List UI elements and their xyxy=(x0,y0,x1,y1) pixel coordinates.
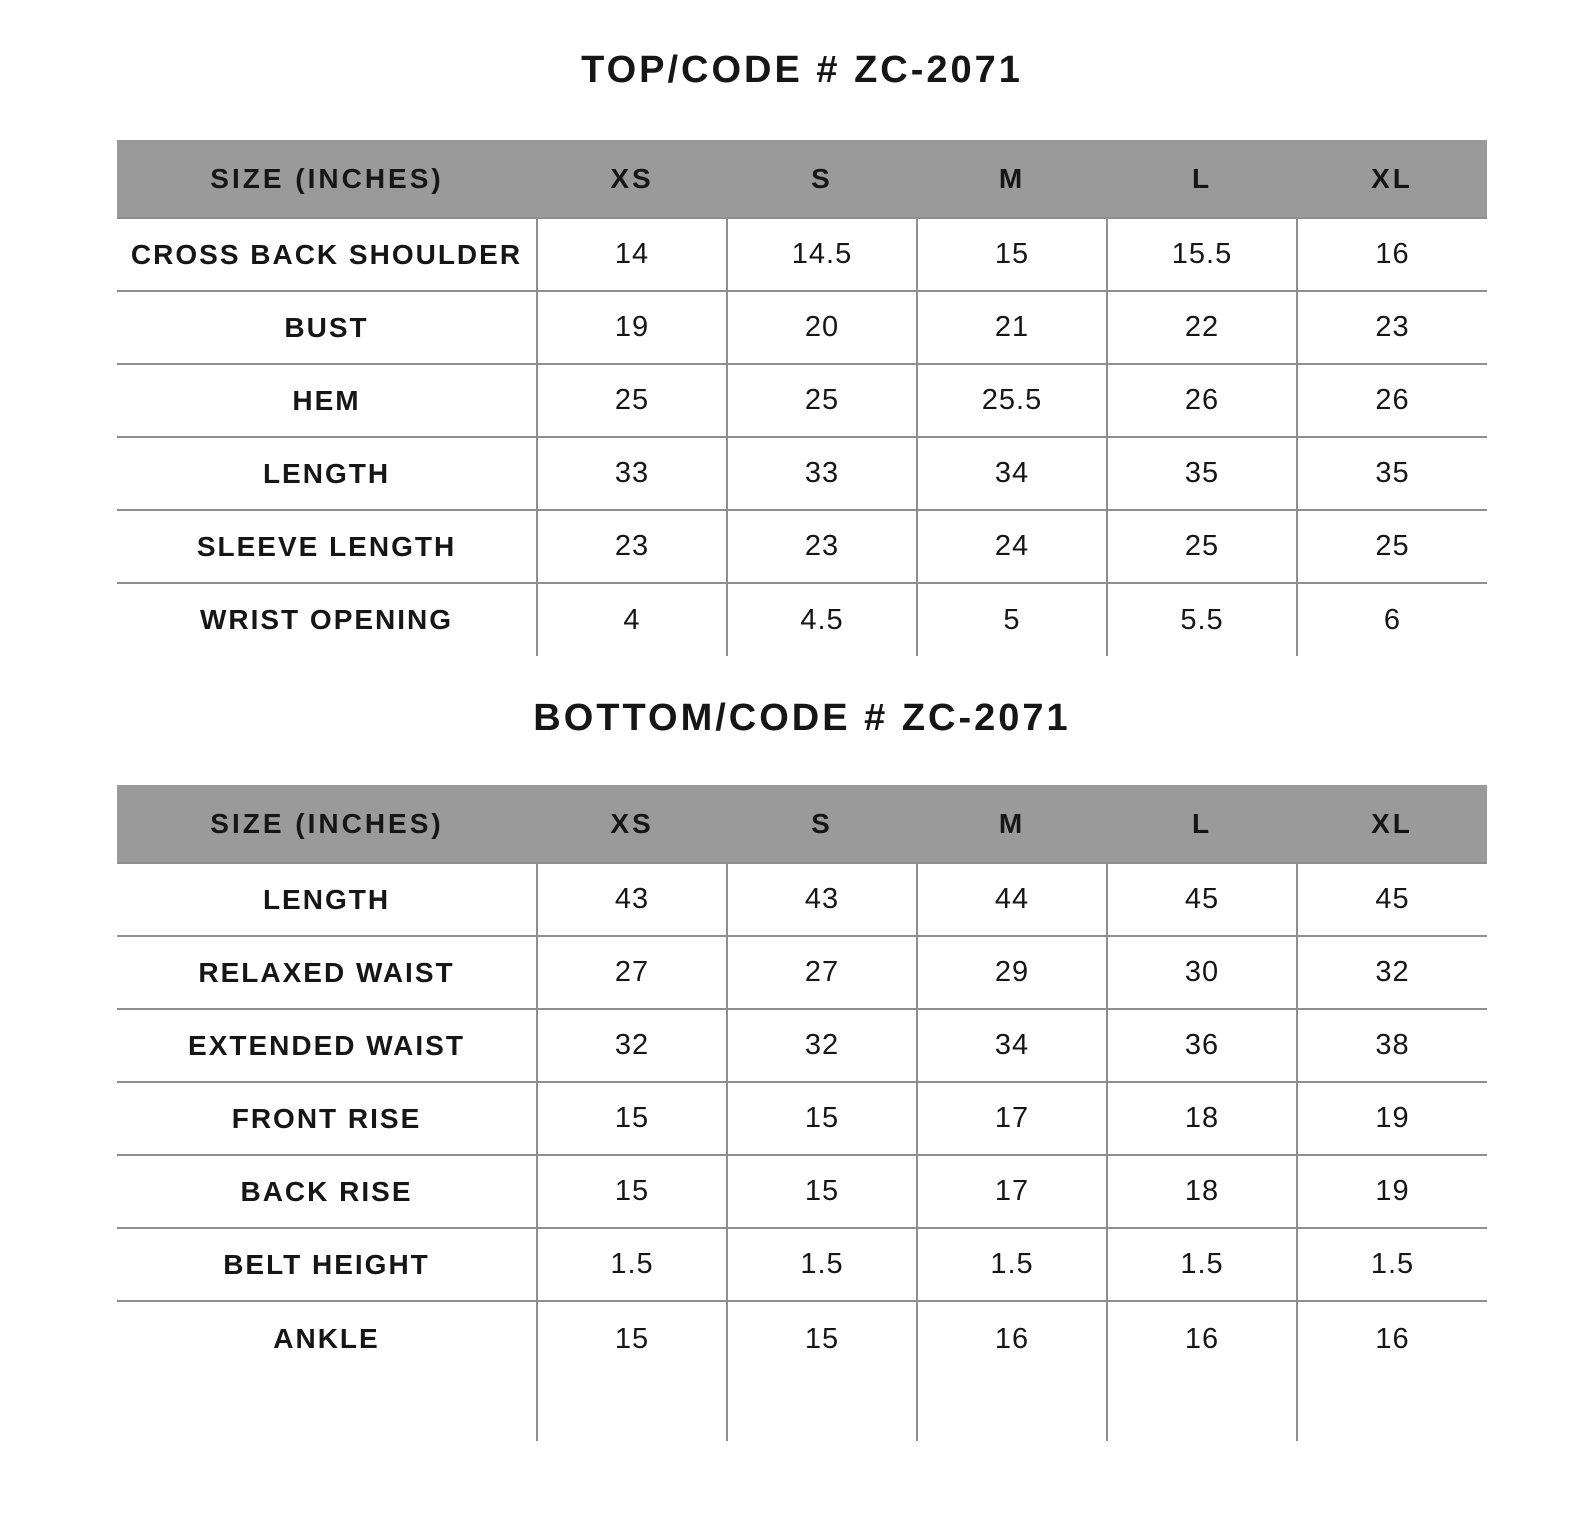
bottom-table-header-row xyxy=(117,785,1487,863)
header-m: M xyxy=(917,785,1107,863)
cell-value: 16 xyxy=(917,1301,1107,1441)
cell-value: 32 xyxy=(537,1009,727,1082)
header-l: L xyxy=(1107,140,1297,218)
header-xl: XL xyxy=(1297,140,1487,218)
table-row xyxy=(117,863,1487,936)
cell-value: 4 xyxy=(537,583,727,656)
cell-value: 34 xyxy=(917,437,1107,510)
table-row xyxy=(117,291,1487,364)
row-label: ANKLE xyxy=(117,1301,537,1441)
header-s: S xyxy=(727,785,917,863)
cell-value: 32 xyxy=(1297,936,1487,1009)
cell-value: 15 xyxy=(727,1301,917,1441)
header-s: S xyxy=(727,140,917,218)
table-row xyxy=(117,936,1487,1009)
table-row xyxy=(117,1155,1487,1228)
cell-value: 14 xyxy=(537,218,727,291)
header-size-inches: SIZE (INCHES) xyxy=(117,140,537,218)
row-label: BUST xyxy=(117,291,537,364)
cell-value: 26 xyxy=(1107,364,1297,437)
table-row xyxy=(117,583,1487,656)
top-chart-title: TOP/CODE # ZC-2071 xyxy=(581,49,1023,91)
cell-value: 25 xyxy=(1107,510,1297,583)
cell-value: 43 xyxy=(727,863,917,936)
cell-value: 19 xyxy=(1297,1082,1487,1155)
cell-value: 15 xyxy=(727,1082,917,1155)
header-xs: XS xyxy=(537,140,727,218)
table-row xyxy=(117,1082,1487,1155)
cell-value: 35 xyxy=(1107,437,1297,510)
cell-value: 38 xyxy=(1297,1009,1487,1082)
cell-value: 4.5 xyxy=(727,583,917,656)
cell-value: 15 xyxy=(537,1082,727,1155)
cell-value: 45 xyxy=(1297,863,1487,936)
bottom-chart-title: BOTTOM/CODE # ZC-2071 xyxy=(533,697,1071,739)
cell-value: 6 xyxy=(1297,583,1487,656)
table-row xyxy=(117,1301,1487,1441)
bottom-size-chart-section xyxy=(117,692,1487,1441)
row-label: BACK RISE xyxy=(117,1155,537,1228)
cell-value: 15.5 xyxy=(1107,218,1297,291)
row-label: LENGTH xyxy=(117,863,537,936)
cell-value: 36 xyxy=(1107,1009,1297,1082)
header-l: L xyxy=(1107,785,1297,863)
cell-value: 16 xyxy=(1297,218,1487,291)
table-row xyxy=(117,1228,1487,1301)
cell-value: 16 xyxy=(1107,1301,1297,1441)
cell-value: 29 xyxy=(917,936,1107,1009)
cell-value: 20 xyxy=(727,291,917,364)
cell-value: 26 xyxy=(1297,364,1487,437)
cell-value: 15 xyxy=(537,1301,727,1441)
cell-value: 44 xyxy=(917,863,1107,936)
top-table-header-row xyxy=(117,140,1487,218)
row-label: SLEEVE LENGTH xyxy=(117,510,537,583)
cell-value: 5 xyxy=(917,583,1107,656)
cell-value: 27 xyxy=(727,936,917,1009)
cell-value: 5.5 xyxy=(1107,583,1297,656)
cell-value: 14.5 xyxy=(727,218,917,291)
cell-value: 18 xyxy=(1107,1082,1297,1155)
row-label: LENGTH xyxy=(117,437,537,510)
cell-value: 15 xyxy=(727,1155,917,1228)
cell-value: 1.5 xyxy=(1297,1228,1487,1301)
cell-value: 25 xyxy=(727,364,917,437)
row-label: EXTENDED WAIST xyxy=(117,1009,537,1082)
cell-value: 35 xyxy=(1297,437,1487,510)
cell-value: 32 xyxy=(727,1009,917,1082)
row-label: RELAXED WAIST xyxy=(117,936,537,1009)
cell-value: 15 xyxy=(917,218,1107,291)
header-m: M xyxy=(917,140,1107,218)
bottom-size-table xyxy=(117,785,1487,1441)
row-label: BELT HEIGHT xyxy=(117,1228,537,1301)
top-size-chart-section xyxy=(117,44,1487,656)
cell-value: 43 xyxy=(537,863,727,936)
cell-value: 23 xyxy=(727,510,917,583)
row-label: CROSS BACK SHOULDER xyxy=(117,218,537,291)
cell-value: 1.5 xyxy=(917,1228,1107,1301)
cell-value: 19 xyxy=(537,291,727,364)
cell-value: 17 xyxy=(917,1155,1107,1228)
cell-value: 15 xyxy=(537,1155,727,1228)
cell-value: 33 xyxy=(727,437,917,510)
cell-value: 24 xyxy=(917,510,1107,583)
cell-value: 45 xyxy=(1107,863,1297,936)
cell-value: 23 xyxy=(1297,291,1487,364)
cell-value: 22 xyxy=(1107,291,1297,364)
header-size-inches: SIZE (INCHES) xyxy=(117,785,537,863)
cell-value: 21 xyxy=(917,291,1107,364)
cell-value: 27 xyxy=(537,936,727,1009)
table-row xyxy=(117,510,1487,583)
header-xs: XS xyxy=(537,785,727,863)
cell-value: 17 xyxy=(917,1082,1107,1155)
table-row xyxy=(117,364,1487,437)
table-row xyxy=(117,218,1487,291)
top-size-table xyxy=(117,140,1487,656)
cell-value: 34 xyxy=(917,1009,1107,1082)
row-label: FRONT RISE xyxy=(117,1082,537,1155)
table-row xyxy=(117,437,1487,510)
cell-value: 25.5 xyxy=(917,364,1107,437)
cell-value: 18 xyxy=(1107,1155,1297,1228)
cell-value: 33 xyxy=(537,437,727,510)
cell-value: 25 xyxy=(537,364,727,437)
cell-value: 23 xyxy=(537,510,727,583)
table-row xyxy=(117,1009,1487,1082)
row-label: HEM xyxy=(117,364,537,437)
row-label: WRIST OPENING xyxy=(117,583,537,656)
cell-value: 1.5 xyxy=(1107,1228,1297,1301)
cell-value: 16 xyxy=(1297,1301,1487,1441)
cell-value: 19 xyxy=(1297,1155,1487,1228)
cell-value: 1.5 xyxy=(727,1228,917,1301)
cell-value: 30 xyxy=(1107,936,1297,1009)
cell-value: 1.5 xyxy=(537,1228,727,1301)
header-xl: XL xyxy=(1297,785,1487,863)
cell-value: 25 xyxy=(1297,510,1487,583)
